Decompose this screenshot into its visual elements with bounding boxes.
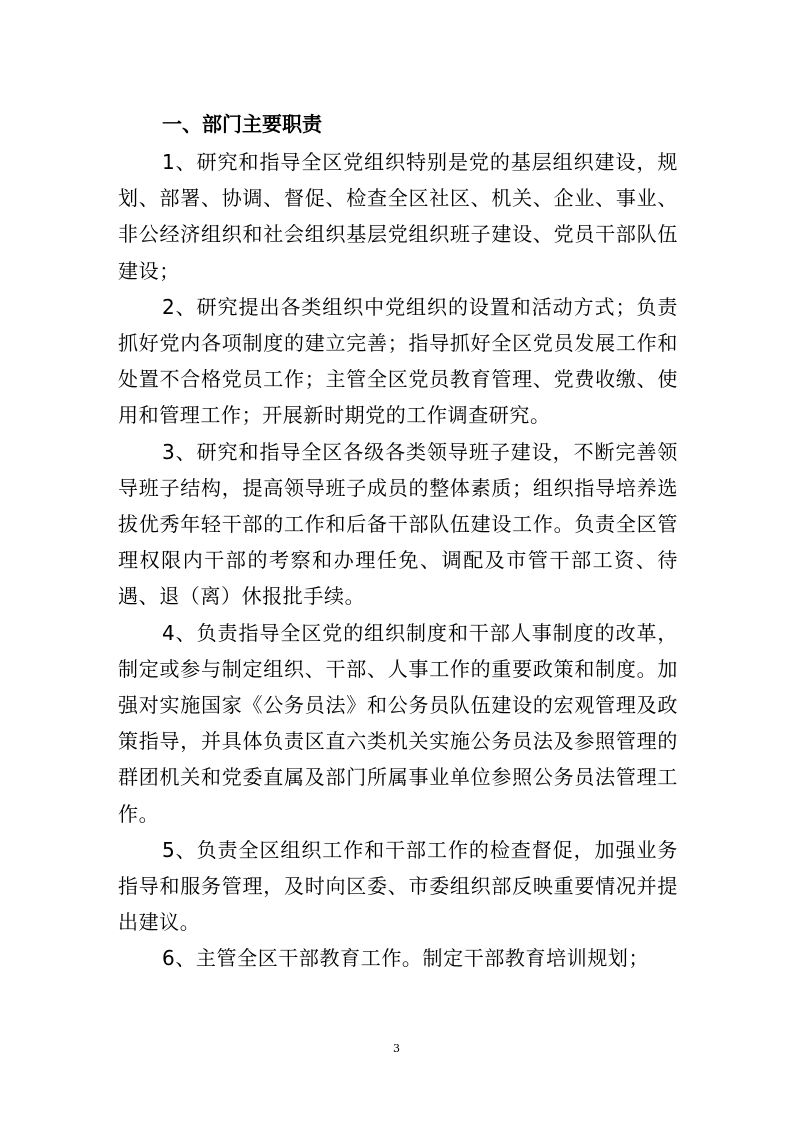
duty-paragraph-2: 2、研究提出各类组织中党组织的设置和活动方式；负责抓好党内各项制度的建立完善；指导抓好全区党员发展工作和处置不合格党员工作；主管全区党员教育管理、党费收缴、使用和管理工作；开展新时期党的工作调查研究。	[118, 294, 678, 428]
section-heading: 一、部门主要职责	[162, 112, 322, 136]
document-body	[118, 104, 678, 977]
page-number: 3	[393, 1042, 400, 1055]
duty-paragraph-1: 1、研究和指导全区党组织特别是党的基层组织建设，规划、部署、协调、督促、检查全区社区、机关、企业、事业、非公经济组织和社会组织基层党组织班子建设、党员干部队伍建设；	[118, 150, 678, 283]
duty-paragraph-5: 5、负责全区组织工作和干部工作的检查督促，加强业务指导和服务管理，及时向区委、市委组织部反映重要情况并提出建议。	[118, 837, 678, 935]
duty-paragraph-3: 3、研究和指导全区各级各类领导班子建设，不断完善领导班子结构，提高领导班子成员的整体素质；组织指导培养选拔优秀年轻干部的工作和后备干部队伍建设工作。负责全区管理权限内干部的考察和办理任免、调配及市管干部工资、待遇、退（离）休报批手续。	[118, 439, 678, 609]
duty-paragraph-6: 6、主管全区干部教育工作。制定干部教育培训规划；	[162, 946, 650, 971]
duty-paragraph-4: 4、负责指导全区党的组织制度和干部人事制度的改革，制定或参与制定组织、干部、人事工作的重要政策和制度。加强对实施国家《公务员法》和公务员队伍建设的宏观管理及政策指导，并具体负责区直六类机关实施公务员法及参照管理的群团机关和党委直属及部门所属事业单位参照公务员法管理工作。	[118, 620, 678, 826]
